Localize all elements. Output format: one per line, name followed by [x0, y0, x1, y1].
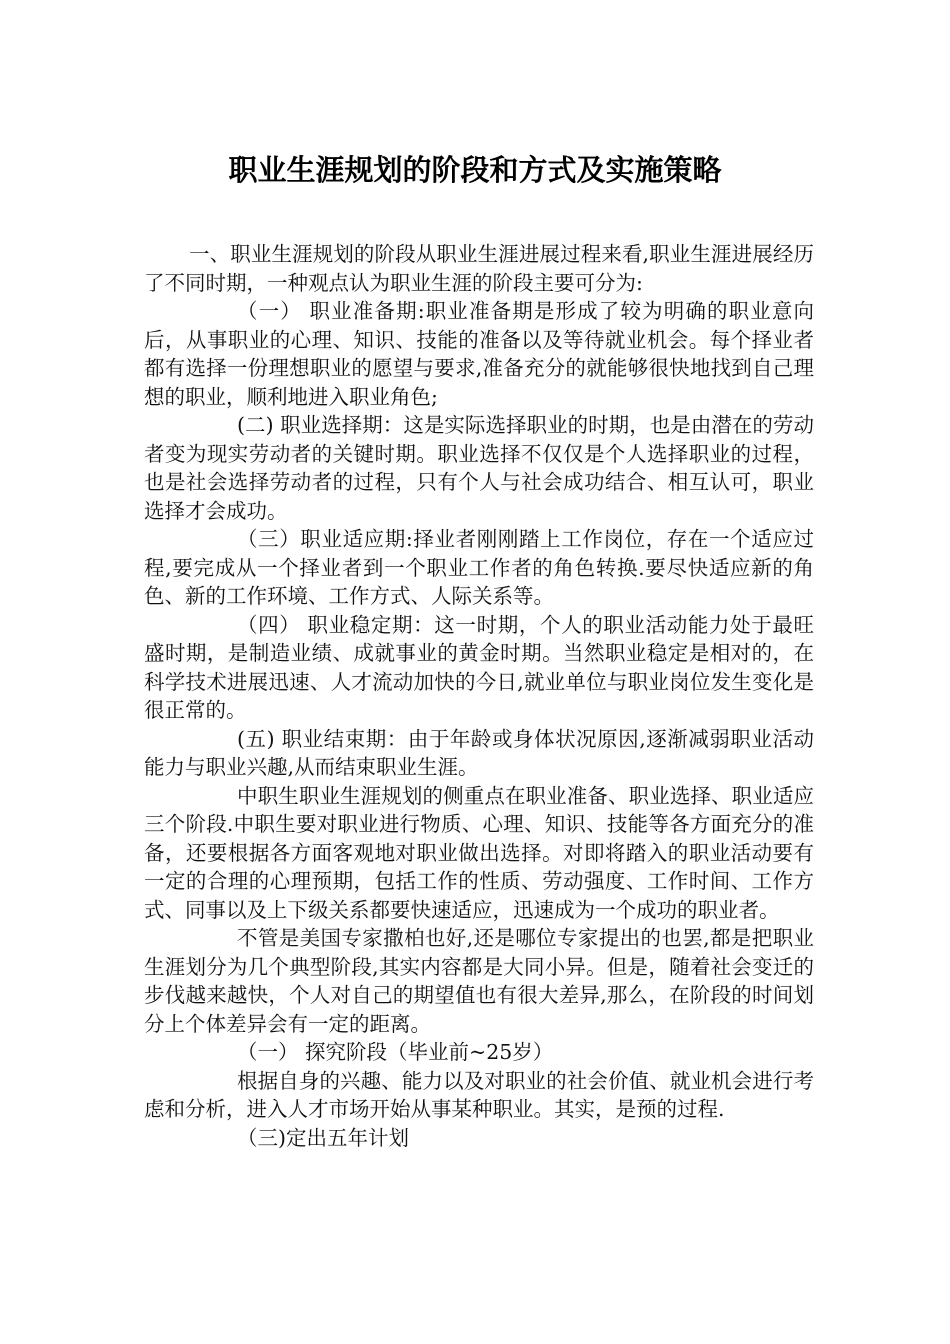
paragraph-ending-period: (五) 职业结束期：由于年龄或身体状况原因,逐渐减弱职业活动能力与职业兴趣,从而结束职业生涯。 — [144, 726, 814, 779]
paragraph-stages-intro: 一、职业生涯规划的阶段从职业生涯进展过程来看,职业生涯进展经历了不同时期，一种观点认为职业生涯的阶段主要可分为: — [144, 242, 814, 295]
paragraph-selection-period: (二) 职业选择期：这是实际选择职业的时期，也是由潜在的劳动者变为现实劳动者的关键时期。职业选择不仅仅是个人选择职业的过程，也是社会选择劳动者的过程，只有个人与社会成功结合、相互认可，职业选择才会成功。 — [144, 413, 814, 523]
paragraph-stable-period: （四） 职业稳定期：这一时期，个人的职业活动能力处于最旺盛时期，是制造业绩、成就事业的黄金时期。当然职业稳定是相对的，在科学技术进展迅速、人才流动加快的今日,就业单位与职业岗位发生变化是很正常的。 — [144, 612, 814, 722]
paragraph-vocational-focus: 中职生职业生涯规划的侧重点在职业准备、职业选择、职业适应三个阶段.中职生要对职业进行物质、心理、知识、技能等各方面充分的准备，还要根据各方面客观地对职业做出选择。对即将踏入的职业活动要有一定的合理的心理预期，包括工作的性质、劳动强度、工作时间、工作方式、同事以及上下级关系都要快速适应，迅速成为一个成功的职业者。 — [144, 783, 814, 922]
document-body — [144, 240, 814, 1152]
paragraph-adaptation-period: （三）职业适应期:择业者刚刚踏上工作岗位，存在一个适应过程,要完成从一个择业者到一个职业工作者的角色转换.要尽快适应新的角色、新的工作环境、工作方式、人际关系等。 — [144, 527, 814, 608]
paragraph-exploration-detail: 根据自身的兴趣、能力以及对职业的社会价值、就业机会进行考虑和分析，进入人才市场开始从事某种职业。其实，是预的过程. — [144, 1068, 814, 1121]
paragraph-preparation-period: （一） 职业准备期:职业准备期是形成了较为明确的职业意向后，从事职业的心理、知识、技能的准备以及等待就业机会。每个择业者都有选择一份理想职业的愿望与要求,准备充分的就能够很快地找到自己理想的职业，顺利地进入职业角色; — [144, 299, 814, 409]
document-title: 职业生涯规划的阶段和方式及实施策略 — [228, 153, 722, 187]
paragraph-stage-division: 不管是美国专家撒柏也好,还是哪位专家提出的也罢,都是把职业生涯划分为几个典型阶段,其实内容都是大同小异。但是，随着社会变迁的步伐越来越快，个人对自己的期望值也有很大差异,那么，在阶段的时间划分上个体差异会有一定的距离。 — [144, 926, 814, 1036]
heading-five-year-plan: （三)定出五年计划 — [237, 1125, 409, 1150]
heading-exploration-stage: （一） 探究阶段（毕业前~25岁） — [237, 1040, 554, 1064]
